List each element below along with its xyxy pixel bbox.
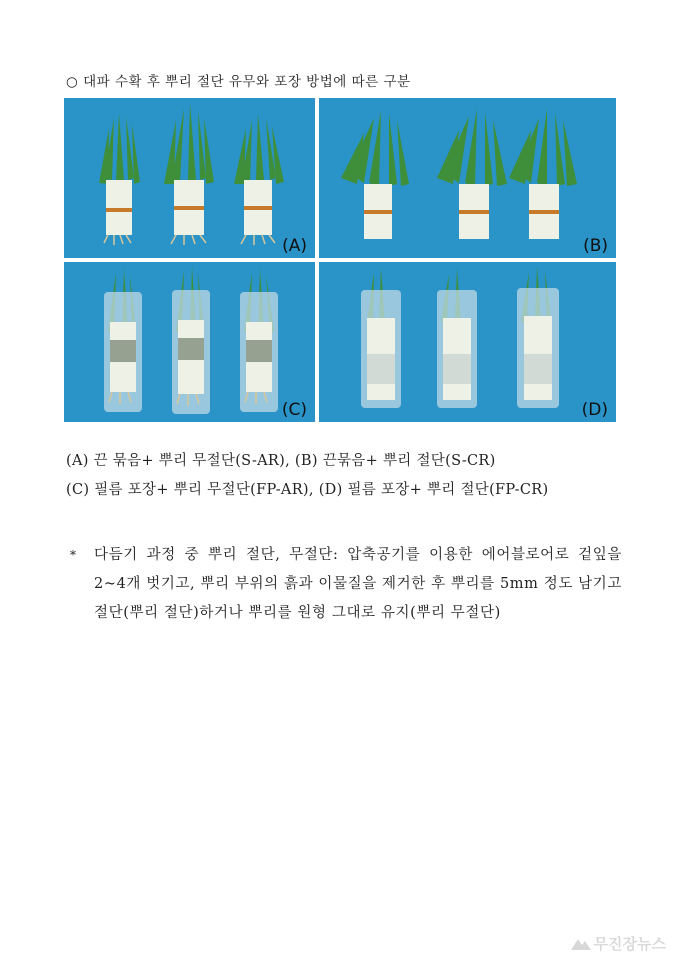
- footnote: [70, 541, 622, 628]
- bundle-a2: [164, 103, 214, 245]
- caption-line-2: (C) 필름 포장+ 뿌리 무절단(FP-AR), (D) 필름 포장+ 뿌리 절단(FP-CR): [66, 482, 549, 498]
- bundle-a3: [234, 113, 284, 245]
- photo-panel-b: [319, 98, 616, 258]
- panel-label-a: (A): [282, 236, 307, 256]
- panel-label-c: (C): [281, 400, 307, 420]
- green-onion-bundles-a: [64, 98, 315, 258]
- mountain-logo-icon: [571, 936, 591, 950]
- bundle-b2: [437, 108, 507, 239]
- wrapped-bundle-d1: [361, 268, 401, 408]
- photo-grid: [64, 98, 616, 424]
- green-onion-bundles-b: [319, 98, 616, 258]
- photo-panel-d: [319, 262, 616, 422]
- wrapped-bundle-c2: [172, 266, 210, 414]
- wrapped-bundle-d2: [437, 268, 477, 408]
- panel-label-d: (D): [581, 400, 608, 420]
- panel-label-b: (B): [583, 236, 608, 256]
- figure-heading: ○ 대파 수확 후 뿌리 절단 유무와 포장 방법에 따른 구분: [66, 74, 411, 90]
- footnote-text: 다듬기 과정 중 뿌리 절단, 무절단: 압축공기를 이용한 에어블로어로 겉잎을 2~4개 벗기고, 뿌리 부위의 흙과 이물질을 제거한 후 뿌리를 5mm 정도 남기고 절단(뿌리 절단)하거나 뿌리를 원형 그대로 유지(뿌리 무절단): [94, 547, 622, 621]
- wrapped-bundle-c3: [240, 268, 278, 412]
- green-onion-bundles-c: [64, 262, 315, 422]
- bundle-b3: [509, 108, 577, 239]
- footnote-marker: *: [70, 548, 76, 562]
- green-onion-bundles-d: [319, 262, 616, 422]
- bundle-b1: [341, 110, 409, 239]
- photo-panel-c: [64, 262, 315, 422]
- watermark-text: 무진장뉴스: [593, 935, 666, 953]
- photo-panel-a: [64, 98, 315, 258]
- bundle-a1: [99, 113, 140, 245]
- wrapped-bundle-d3: [517, 266, 559, 408]
- watermark: [571, 933, 666, 954]
- wrapped-bundle-c1: [104, 268, 142, 412]
- caption-line-1: (A) 끈 묶음+ 뿌리 무절단(S-AR), (B) 끈묶음+ 뿌리 절단(S-CR): [66, 453, 496, 469]
